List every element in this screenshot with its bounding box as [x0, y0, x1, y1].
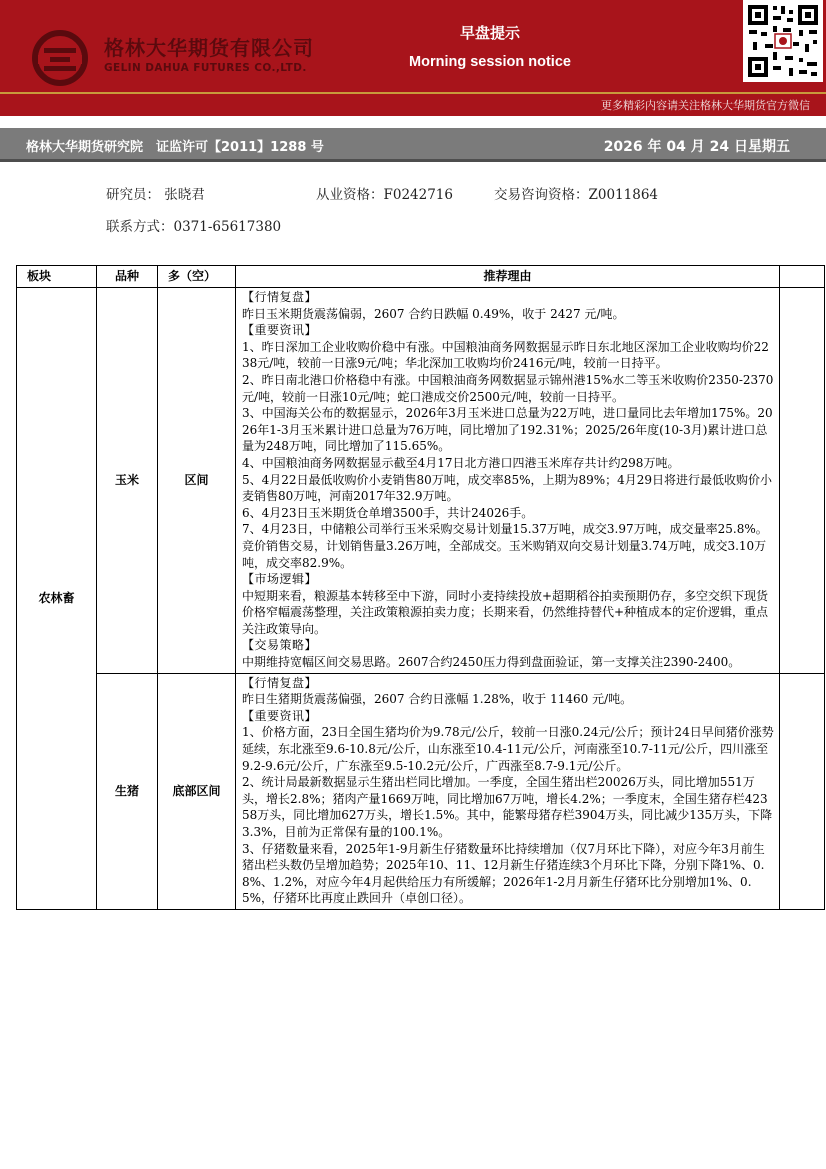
section-heading: 【重要资讯】	[242, 708, 318, 723]
report-date: 2026 年 04 月 24 日星期五	[603, 139, 790, 155]
section-heading: 【交易策略】	[242, 638, 318, 653]
direction-cell: 区间	[158, 288, 236, 674]
report-title-cn: 早盘提示	[459, 24, 520, 42]
section-heading: 【市场逻辑】	[242, 572, 318, 587]
recommendation-table	[16, 265, 825, 910]
paragraph: 4、中国粮油商务网数据显示截至4月17日北方港口四港玉米库存共计约298万吨。	[242, 455, 680, 470]
company-name-cn: 格林大华期货有限公司	[104, 36, 314, 60]
section-heading: 【行情复盘】	[242, 290, 318, 304]
paragraph: 3、中国海关公布的数据显示，2026年3月玉米进口总量为22万吨，进口量同比去年增加175%。2026年1-3月玉米累计进口总量为76万吨，同比增加了192.31%；2025/26年度(10-3月)累计进口总量为248万吨，同比增加了115.65%。	[242, 406, 773, 454]
company-logo-icon	[30, 30, 90, 86]
paragraph: 中短期来看，粮源基本转移至中下游，同时小麦持续投放+超期稻谷拍卖预期仍存，多空交织下现货价格窄幅震荡整理，关注政策粮源拍卖力度；长期来看，仍然维持替代+种植成本的定价逻辑，重点关注政策导向。	[242, 588, 769, 636]
reason-cell	[236, 288, 780, 674]
institute-license: 格林大华期货研究院 证监许可【2011】1288 号	[26, 140, 324, 155]
table-row	[17, 288, 825, 674]
header-sector: 板块	[17, 266, 97, 288]
researcher-contact: 联系方式：0371-65617380	[106, 219, 282, 235]
researcher-name: 研究员： 张晓君	[106, 187, 205, 203]
wechat-qr-code-icon	[743, 0, 823, 82]
header-banner	[0, 0, 826, 116]
report-title-en: Morning session notice	[409, 54, 571, 70]
table-row	[17, 673, 825, 909]
paragraph: 1、昨日深加工企业收购价稳中有涨。中国粮油商务网数据显示昨日东北地区深加工企业收购均价2238元/吨，较前一日涨9元/吨；华北深加工收购均价2416元/吨，较前一日持平。	[242, 339, 769, 371]
banner-divider	[0, 92, 826, 94]
wechat-follow-tip: 更多精彩内容请关注格林大华期货官方微信	[601, 99, 810, 112]
paragraph: 2、昨日南北港口价格稳中有涨。中国粮油商务网数据显示锦州港15%水二等玉米收购价2350-2370元/吨，较前一日涨10元/吨；蛇口港成交价2500元/吨，较前一日持平。	[242, 372, 774, 404]
paragraph: 昨日玉米期货震荡偏弱，2607 合约日跌幅 0.49%，收于 2427 元/吨。	[242, 306, 625, 321]
sector-cell: 农林畜	[17, 288, 97, 910]
reason-cell	[236, 673, 780, 909]
researcher-consult-qualification: 交易咨询资格：Z0011864	[494, 187, 659, 203]
paragraph: 6、4月23日玉米期货仓单增3500手，共计24026手。	[242, 505, 534, 520]
paragraph: 中期维持宽幅区间交易思路。2607合约2450压力得到盘面验证，第一支撑关注2390-2400。	[242, 655, 741, 670]
header-direction: 多（空）	[158, 266, 236, 288]
section-heading: 【重要资讯】	[242, 323, 318, 338]
extra-cell	[780, 673, 825, 909]
extra-cell	[780, 288, 825, 674]
table-header-row	[17, 266, 825, 288]
header-extra	[780, 266, 825, 288]
header-reason: 推荐理由	[236, 266, 780, 288]
researcher-qualification: 从业资格：F0242716	[316, 187, 453, 203]
company-name-en: GELIN DAHUA FUTURES CO.,LTD.	[104, 62, 307, 74]
paragraph: 7、4月23日，中储粮公司举行玉米采购交易计划量15.37万吨，成交3.97万吨，成交量率25.8%。竞价销售交易，计划销售量3.26万吨，全部成交。玉米购销双向交易计划量3.74万吨，成交3.10万吨，成交率82.9%。	[242, 522, 768, 570]
direction-cell: 底部区间	[158, 673, 236, 909]
section-heading: 【行情复盘】	[242, 675, 318, 690]
paragraph: 3、仔猪数量来看，2025年1-9月新生仔猪数量环比持续增加（仅7月环比下降），对应今年3月前生猪出栏头数仍呈增加趋势；2025年10、11、12月新生仔猪连续3个月环比下降，分别下降1%、0.8%、1.2%，对应今年4月起供给压力有所缓解；2026年1-2月月新生仔猪环比分别增加1%、0.5%，仔猪环比再度止跌回升（卓创口径）。	[242, 841, 765, 906]
institute-bar	[0, 128, 826, 162]
header-variety: 品种	[97, 266, 158, 288]
paragraph: 昨日生猪期货震荡偏强，2607 合约日涨幅 1.28%，收于 11460 元/吨。	[242, 692, 633, 707]
paragraph: 2、统计局最新数据显示生猪出栏同比增加。一季度，全国生猪出栏20026万头，同比增加551万头，增长2.8%；猪肉产量1669万吨，同比增加67万吨，增长4.2%；一季度末，全国生猪存栏42358万头，同比增加627万头，增长1.5%。其中，能繁母猪存栏3904万头，同比减少135万头，下降3.3%，目前为正常保有量的100.1%。	[242, 775, 773, 839]
variety-cell: 玉米	[97, 288, 158, 674]
variety-cell: 生猪	[97, 673, 158, 909]
paragraph: 5、4月22日最低收购价小麦销售80万吨，成交率85%，上期为89%；4月29日将进行最低收购价小麦销售80万吨，河南2017年32.9万吨。	[242, 472, 773, 504]
paragraph: 1、价格方面，23日全国生猪均价为9.78元/公斤，较前一日涨0.24元/公斤；预计24日早间猪价涨势延续，东北涨至9.6-10.8元/公斤，山东涨至10.4-11元/公斤，河南涨至10.7-11元/公斤，四川涨至9.2-9.6元/公斤，广东涨至9.5-10.2元/公斤，广西涨至8.7-9.1元/公斤。	[242, 725, 774, 773]
